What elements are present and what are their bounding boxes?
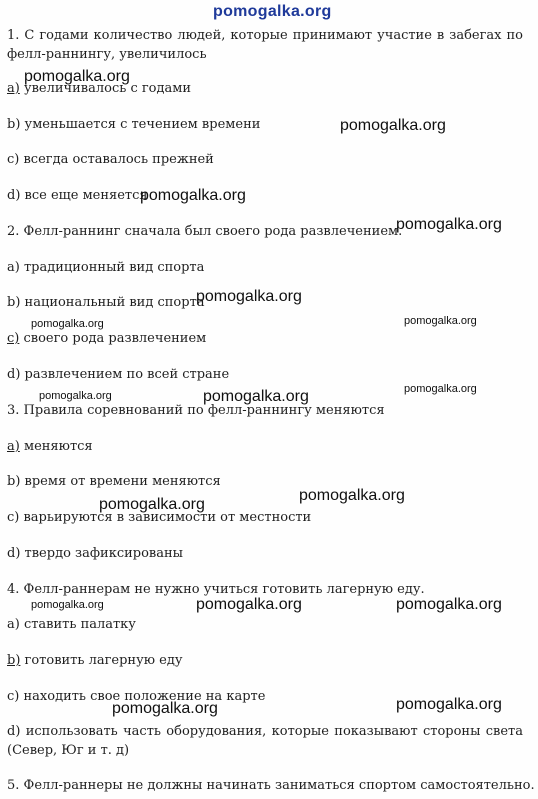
question-2-text: 2. Фелл-раннинг сначала был своего рода развлечением. bbox=[7, 224, 403, 239]
watermark: pomogalka.org bbox=[24, 68, 130, 85]
watermark: pomogalka.org bbox=[196, 288, 302, 305]
watermark: pomogalka.org bbox=[299, 487, 405, 504]
q4-option-d bbox=[7, 722, 523, 760]
q2-option-d bbox=[7, 367, 229, 383]
watermark: pomogalka.org bbox=[396, 216, 502, 233]
q1-option-d-letter: d) bbox=[7, 188, 21, 203]
q4-option-a bbox=[7, 617, 136, 633]
header-watermark: pomogalka.org bbox=[213, 3, 332, 20]
watermark: pomogalka.org bbox=[112, 700, 218, 717]
q3-option-d-letter: d) bbox=[7, 546, 21, 561]
watermark: pomogalka.org bbox=[203, 388, 309, 405]
question-1-text: 1. С годами количество людей, которые принимают участие в забегах по фелл-раннингу, увеличилось bbox=[7, 28, 523, 62]
q4-option-b-letter: b) bbox=[7, 653, 21, 668]
q2-option-b-letter: b) bbox=[7, 295, 21, 310]
q3-option-d-text: твердо зафиксированы bbox=[20, 546, 184, 561]
q1-option-d-text: все еще меняется bbox=[20, 188, 148, 203]
q3-option-d bbox=[7, 546, 183, 562]
q1-option-d bbox=[7, 188, 148, 204]
q2-option-b-text: национальный вид спорта bbox=[20, 295, 205, 310]
q3-option-b bbox=[7, 474, 221, 490]
watermark: pomogalka.org bbox=[396, 696, 502, 713]
question-5-text: 5. Фелл-раннеры не должны начинать заниматься спортом самостоятельно. bbox=[7, 778, 535, 793]
q3-option-a-text: меняются bbox=[19, 439, 93, 454]
q4-option-c-letter: c) bbox=[7, 689, 20, 704]
q2-option-b bbox=[7, 295, 205, 311]
q1-option-b-text: уменьшается с течением времени bbox=[20, 117, 261, 132]
q4-option-a-text: ставить палатку bbox=[19, 617, 136, 632]
q1-option-c-letter: c) bbox=[7, 152, 20, 167]
q1-option-c bbox=[7, 152, 214, 168]
watermark: pomogalka.org bbox=[196, 596, 302, 613]
q2-option-a bbox=[7, 260, 204, 276]
watermark: pomogalka.org bbox=[31, 599, 104, 611]
q4-option-a-letter: a) bbox=[7, 617, 20, 632]
q4-option-d-text: использовать часть оборудования, которые показывают стороны света (Север, Юг и т. д) bbox=[7, 724, 523, 758]
watermark: pomogalka.org bbox=[404, 383, 477, 395]
q2-option-d-letter: d) bbox=[7, 367, 21, 382]
q4-option-d-letter: d) bbox=[7, 724, 21, 739]
q1-option-b bbox=[7, 117, 260, 133]
q1-option-c-text: всегда оставалось прежней bbox=[19, 152, 214, 167]
q1-option-a-letter: a) bbox=[7, 81, 20, 96]
q4-option-b bbox=[7, 653, 183, 669]
q2-option-a-text: традиционный вид спорта bbox=[19, 260, 205, 275]
watermark: pomogalka.org bbox=[99, 496, 205, 513]
q3-option-b-letter: b) bbox=[7, 474, 21, 489]
watermark: pomogalka.org bbox=[140, 187, 246, 204]
q2-option-d-text: развлечением по всей стране bbox=[20, 367, 230, 382]
q3-option-b-text: время от времени меняются bbox=[20, 474, 221, 489]
watermark: pomogalka.org bbox=[340, 117, 446, 134]
question-4-text: 4. Фелл-раннерам не нужно учиться готовить лагерную еду. bbox=[7, 582, 425, 597]
q1-option-a-text: увеличивалось с годами bbox=[19, 81, 192, 96]
q3-option-a-letter: a) bbox=[7, 439, 20, 454]
q3-option-c-letter: c) bbox=[7, 510, 20, 525]
watermark: pomogalka.org bbox=[39, 390, 112, 402]
q2-option-a-letter: a) bbox=[7, 260, 20, 275]
q2-option-c-text: своего рода развлечением bbox=[19, 331, 207, 346]
watermark: pomogalka.org bbox=[396, 596, 502, 613]
q3-option-c-text: варьируются в зависимости от местности bbox=[19, 510, 312, 525]
q2-option-c bbox=[7, 331, 206, 347]
q2-option-c-letter: c) bbox=[7, 331, 20, 346]
q4-option-b-text: готовить лагерную еду bbox=[20, 653, 183, 668]
q4-option-c-text: находить свое положение на карте bbox=[19, 689, 266, 704]
q3-option-a bbox=[7, 439, 93, 455]
question-3-text: 3. Правила соревнований по фелл-раннингу меняются bbox=[7, 403, 385, 418]
watermark: pomogalka.org bbox=[31, 318, 104, 330]
watermark: pomogalka.org bbox=[404, 315, 477, 327]
q1-option-b-letter: b) bbox=[7, 117, 21, 132]
